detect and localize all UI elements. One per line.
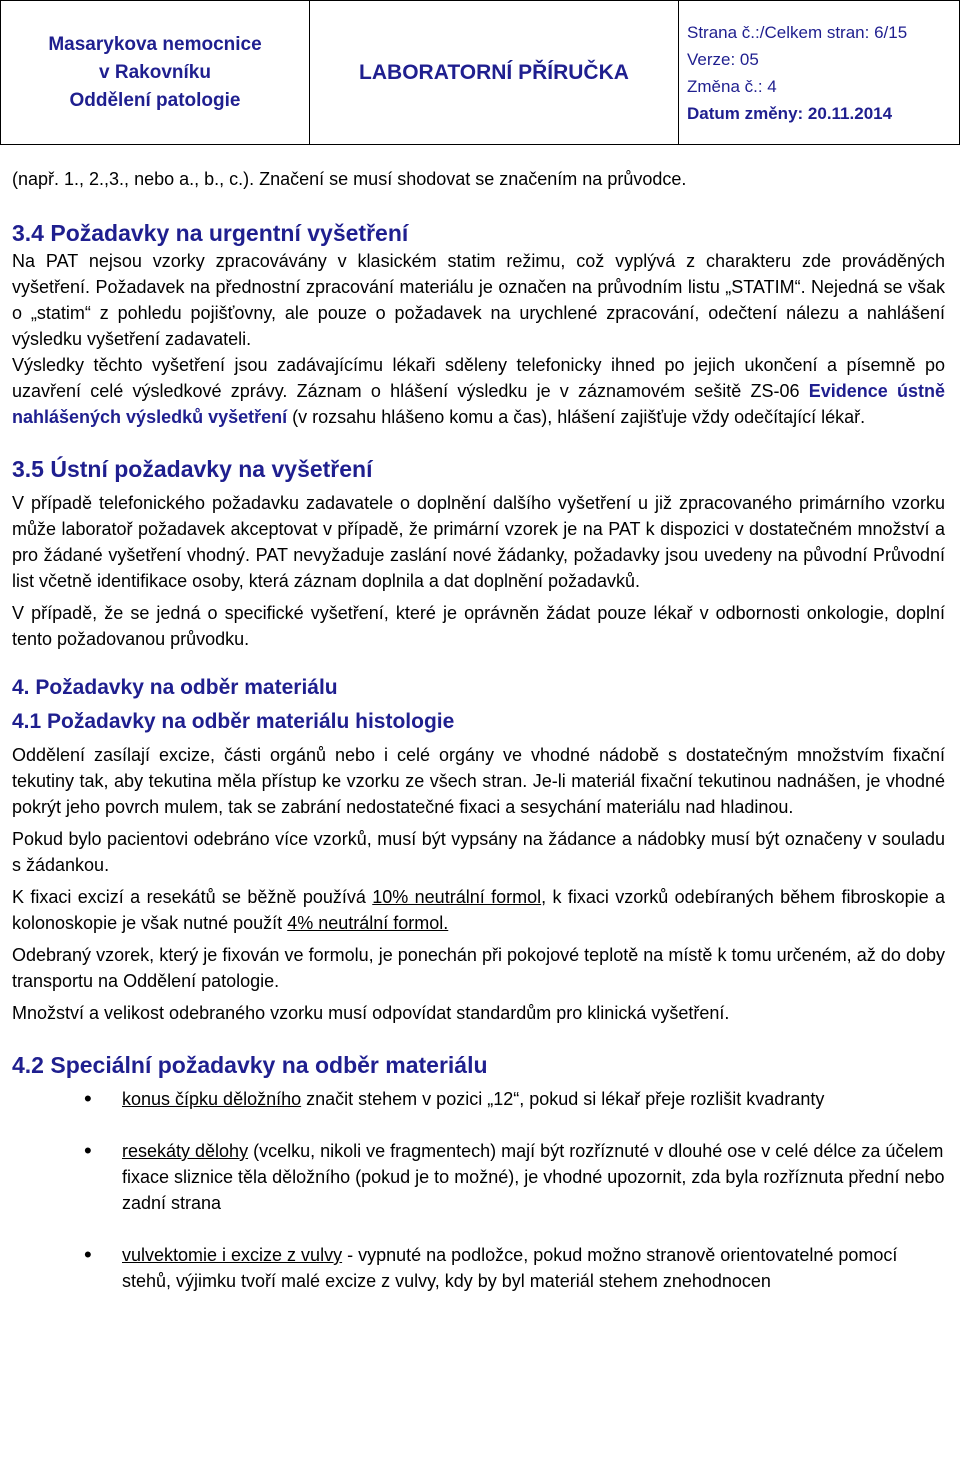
section-3-5-heading: 3.5 Ústní požadavky na vyšetření bbox=[12, 456, 373, 482]
intro-paragraph: (např. 1., 2.,3., nebo a., b., c.). Značení se musí shodovat se značením na průvodce. bbox=[12, 169, 687, 189]
doc-title: LABORATORNÍ PŘÍRUČKA bbox=[359, 60, 629, 84]
special-requirements-list bbox=[12, 1086, 945, 1294]
org-name: Masarykova nemocnice bbox=[48, 33, 262, 55]
section-4-1-p4: Odebraný vzorek, který je fixován ve formolu, je ponechán při pokojové teplotě na místě k tomu určeném, až do doby transportu na Oddělení patologie. bbox=[12, 945, 945, 991]
section-3-5-p1: V případě telefonického požadavku zadavatele o doplnění dalšího vyšetření u již zpracovaného primárního vzorku může laboratoř požadavek akceptovat v případě, že primární vzorek je na PAT k dispozici v dostatečném množství a pro žádané vyšetření vhodný. PAT nevyžaduje zaslání nové žádanky, požadavky jsou uvedeny na původní Průvodní list včetně identifikace osoby, která záznam doplnila a dat doplnění požadavků. bbox=[12, 493, 945, 591]
section-3-4-p1: Na PAT nejsou vzorky zpracovávány v klasickém statim režimu, což vyplývá z charakteru zde prováděných vyšetření. Požadavek na přednostní zpracování materiálu je označen na průvodním listu „STATIM“. Nejedná se však o „statim“ z pohledu pojišťovny, ale pouze o požadavek na urychlené zpracování, odečtení nálezu a nahlášení výsledku vyšetření zadavateli. bbox=[12, 251, 945, 349]
section-4-1-p3: K fixaci excizí a resekátů se běžně používá 10% neutrální formol, k fixaci vzorků odebíraných během fibroskopie a kolonoskopie je však nutné použít 4% neutrální formol. bbox=[12, 887, 945, 933]
section-4-1-heading: 4.1 Požadavky na odběr materiálu histologie bbox=[12, 710, 455, 733]
evidence-record-name: Evidence ústně nahlášených výsledků vyšetření bbox=[12, 381, 945, 427]
section-4-heading: 4. Požadavky na odběr materiálu bbox=[12, 676, 338, 699]
section-3-4-heading: 3.4 Požadavky na urgentní vyšetření bbox=[12, 220, 409, 246]
list-item: • resekáty dělohy (vcelku, nikoli ve fragmentech) mají být rozříznuté v dlouhé ose v celé délce za účelem fixace sliznice těla děložního (pokud je to možné), je vhodné upozornit, zda byla rozříznuta přední nebo zadní strana bbox=[12, 1138, 945, 1216]
change-date: Datum změny: 20.11.2014 bbox=[687, 103, 893, 123]
section-3-4-p2: Výsledky těchto vyšetření jsou zadávajícímu lékaři sděleny telefonicky ihned po jejich ukončení a písemně po uzavření celé výsledkové zprávy. Záznam o hlášení výsledku je v záznamovém sešitě ZS-06 Evidence ústně nahlášených výsledků vyšetření (v rozsahu hlášeno komu a čas), hlášení zajišťuje vždy odečítající lékař. bbox=[12, 355, 945, 427]
list-item: • vulvektomie i excize z vulvy - vypnuté na podložce, pokud možno stranově orientovatelné pomocí stehů, výjimku tvoří malé excize z vulvy, kdy by byl materiál stehem znehodnocen bbox=[12, 1242, 945, 1294]
change-number: Změna č.: 4 bbox=[687, 76, 777, 96]
version: Verze: 05 bbox=[687, 49, 759, 69]
page-number: Strana č.:/Celkem stran: 6/15 bbox=[687, 22, 908, 42]
org-department: Oddělení patologie bbox=[69, 89, 241, 111]
section-4-2-heading: 4.2 Speciální požadavky na odběr materiálu bbox=[12, 1052, 488, 1078]
header-organization bbox=[1, 1, 310, 144]
section-4-1-p5: Množství a velikost odebraného vzorku musí odpovídat standardům pro klinická vyšetření. bbox=[12, 1003, 730, 1023]
document-header bbox=[0, 0, 960, 145]
list-item: • konus čípku děložního značit stehem v pozici „12“, pokud si lékař přeje rozlišit kvadranty bbox=[12, 1086, 945, 1112]
header-title-cell bbox=[310, 1, 679, 144]
formol-4: 4% neutrální formol. bbox=[287, 913, 449, 933]
section-4-1-p1: Oddělení zasílají excize, části orgánů nebo i celé orgány ve vhodné nádobě s dostatečným množstvím fixační tekutiny tak, aby tekutina měla přístup ke vzorku ze všech stran. Je-li materiál fixační tekutinou nadnášen, je vhodné pokrýt jeho povrch mulem, tak se zabrání nedostatečné fixaci a sesychání materiálu nad hladinou. bbox=[12, 745, 945, 817]
section-3-5-p2: V případě, že se jedná o specifické vyšetření, které je oprávněn žádat pouze lékař v odbornosti onkologie, doplní tento požadovanou průvodku. bbox=[12, 603, 945, 649]
header-meta bbox=[679, 1, 959, 144]
org-city: v Rakovníku bbox=[99, 61, 211, 83]
formol-10: 10% neutrální formol bbox=[372, 887, 542, 907]
document-body bbox=[12, 166, 945, 1294]
section-4-1-p2: Pokud bylo pacientovi odebráno více vzorků, musí být vypsány na žádance a nádobky musí být označeny v souladu s žádankou. bbox=[12, 829, 945, 875]
